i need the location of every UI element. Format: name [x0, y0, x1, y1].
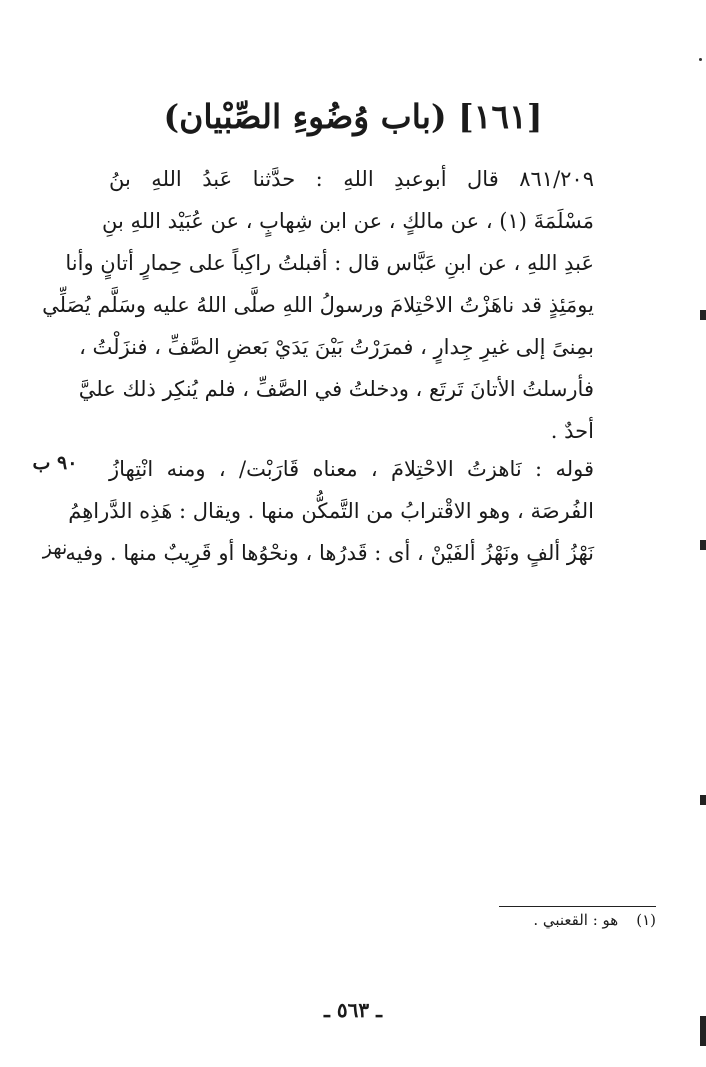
hadith-line-4: يومَئِذٍ قد ناهَزْتُ الاحْتِلامَ ورسولُ اللهِ صلَّى اللهُ عليه وسَلَّم يُصَلِّي	[42, 293, 594, 317]
commentary-line-1: قوله : نَاهزتُ الاحْتِلامَ ، معناه قَارَبْت/ ، ومنه انْتِهازُ	[109, 457, 594, 481]
folio-marker: ٩٠ ب	[32, 452, 78, 474]
hadith-line-3: عَبدِ اللهِ ، عن ابنِ عَبَّاس قال : أقبلتُ راكِباً على حِمارٍ أتانٍ وأنا	[65, 251, 594, 275]
hadith-line-5: بمِنىً إلى غيرِ جِدارٍ ، فمرَرْتُ بَيْنَ يَدَيْ بَعضِ الصَّفِّ ، فنزَلْتُ ،	[79, 335, 594, 359]
commentary-line-3: نَهْزُ ألفٍ ونَهْزُ ألفَيْنْ ، أى : قَدرُها ، ونحْوُها أو قَرِيبٌ منها . وفيه	[65, 541, 594, 565]
page-number: ـ ٥٦٣ ـ	[324, 998, 382, 1022]
scan-edge-mark	[700, 1016, 706, 1046]
commentary-text	[65, 448, 594, 574]
margin-keyword: نهز	[42, 537, 68, 559]
chapter-title: [١٦١] (باب وُضُوءِ الصِّبْيان)	[163, 97, 543, 136]
commentary-line-2: الفُرصَة ، وهو الاقْترابُ من التَّمكُّن منها . ويقال : هَذِه الدَّراهِمُ	[68, 499, 594, 523]
hadith-line-1: ٨٦١/٢٠٩ قال أبوعبدِ اللهِ : حدَّثنا عَبدُ اللهِ بنُ	[109, 167, 594, 191]
scan-edge-mark	[700, 795, 706, 805]
footnote-number: (١)	[636, 911, 656, 929]
footnote	[356, 906, 656, 934]
hadith-text	[42, 158, 594, 452]
hadith-line-2: مَسْلَمَةَ (١) ، عن مالكٍ ، عن ابن شِهابٍ ، عن عُبَيْد اللهِ بنِ	[101, 209, 594, 233]
scan-edge-dot	[699, 58, 702, 61]
hadith-line-7: أحدٌ .	[550, 419, 594, 443]
footnote-text: هو : القعنبي .	[533, 911, 619, 929]
scan-edge-mark	[700, 540, 706, 550]
hadith-line-6: فأرسلتُ الأتانَ تَرتَع ، ودخلتُ في الصَّفِّ ، فلم يُنكِر ذلك عليَّ	[78, 377, 594, 401]
scan-edge-mark	[700, 310, 706, 320]
